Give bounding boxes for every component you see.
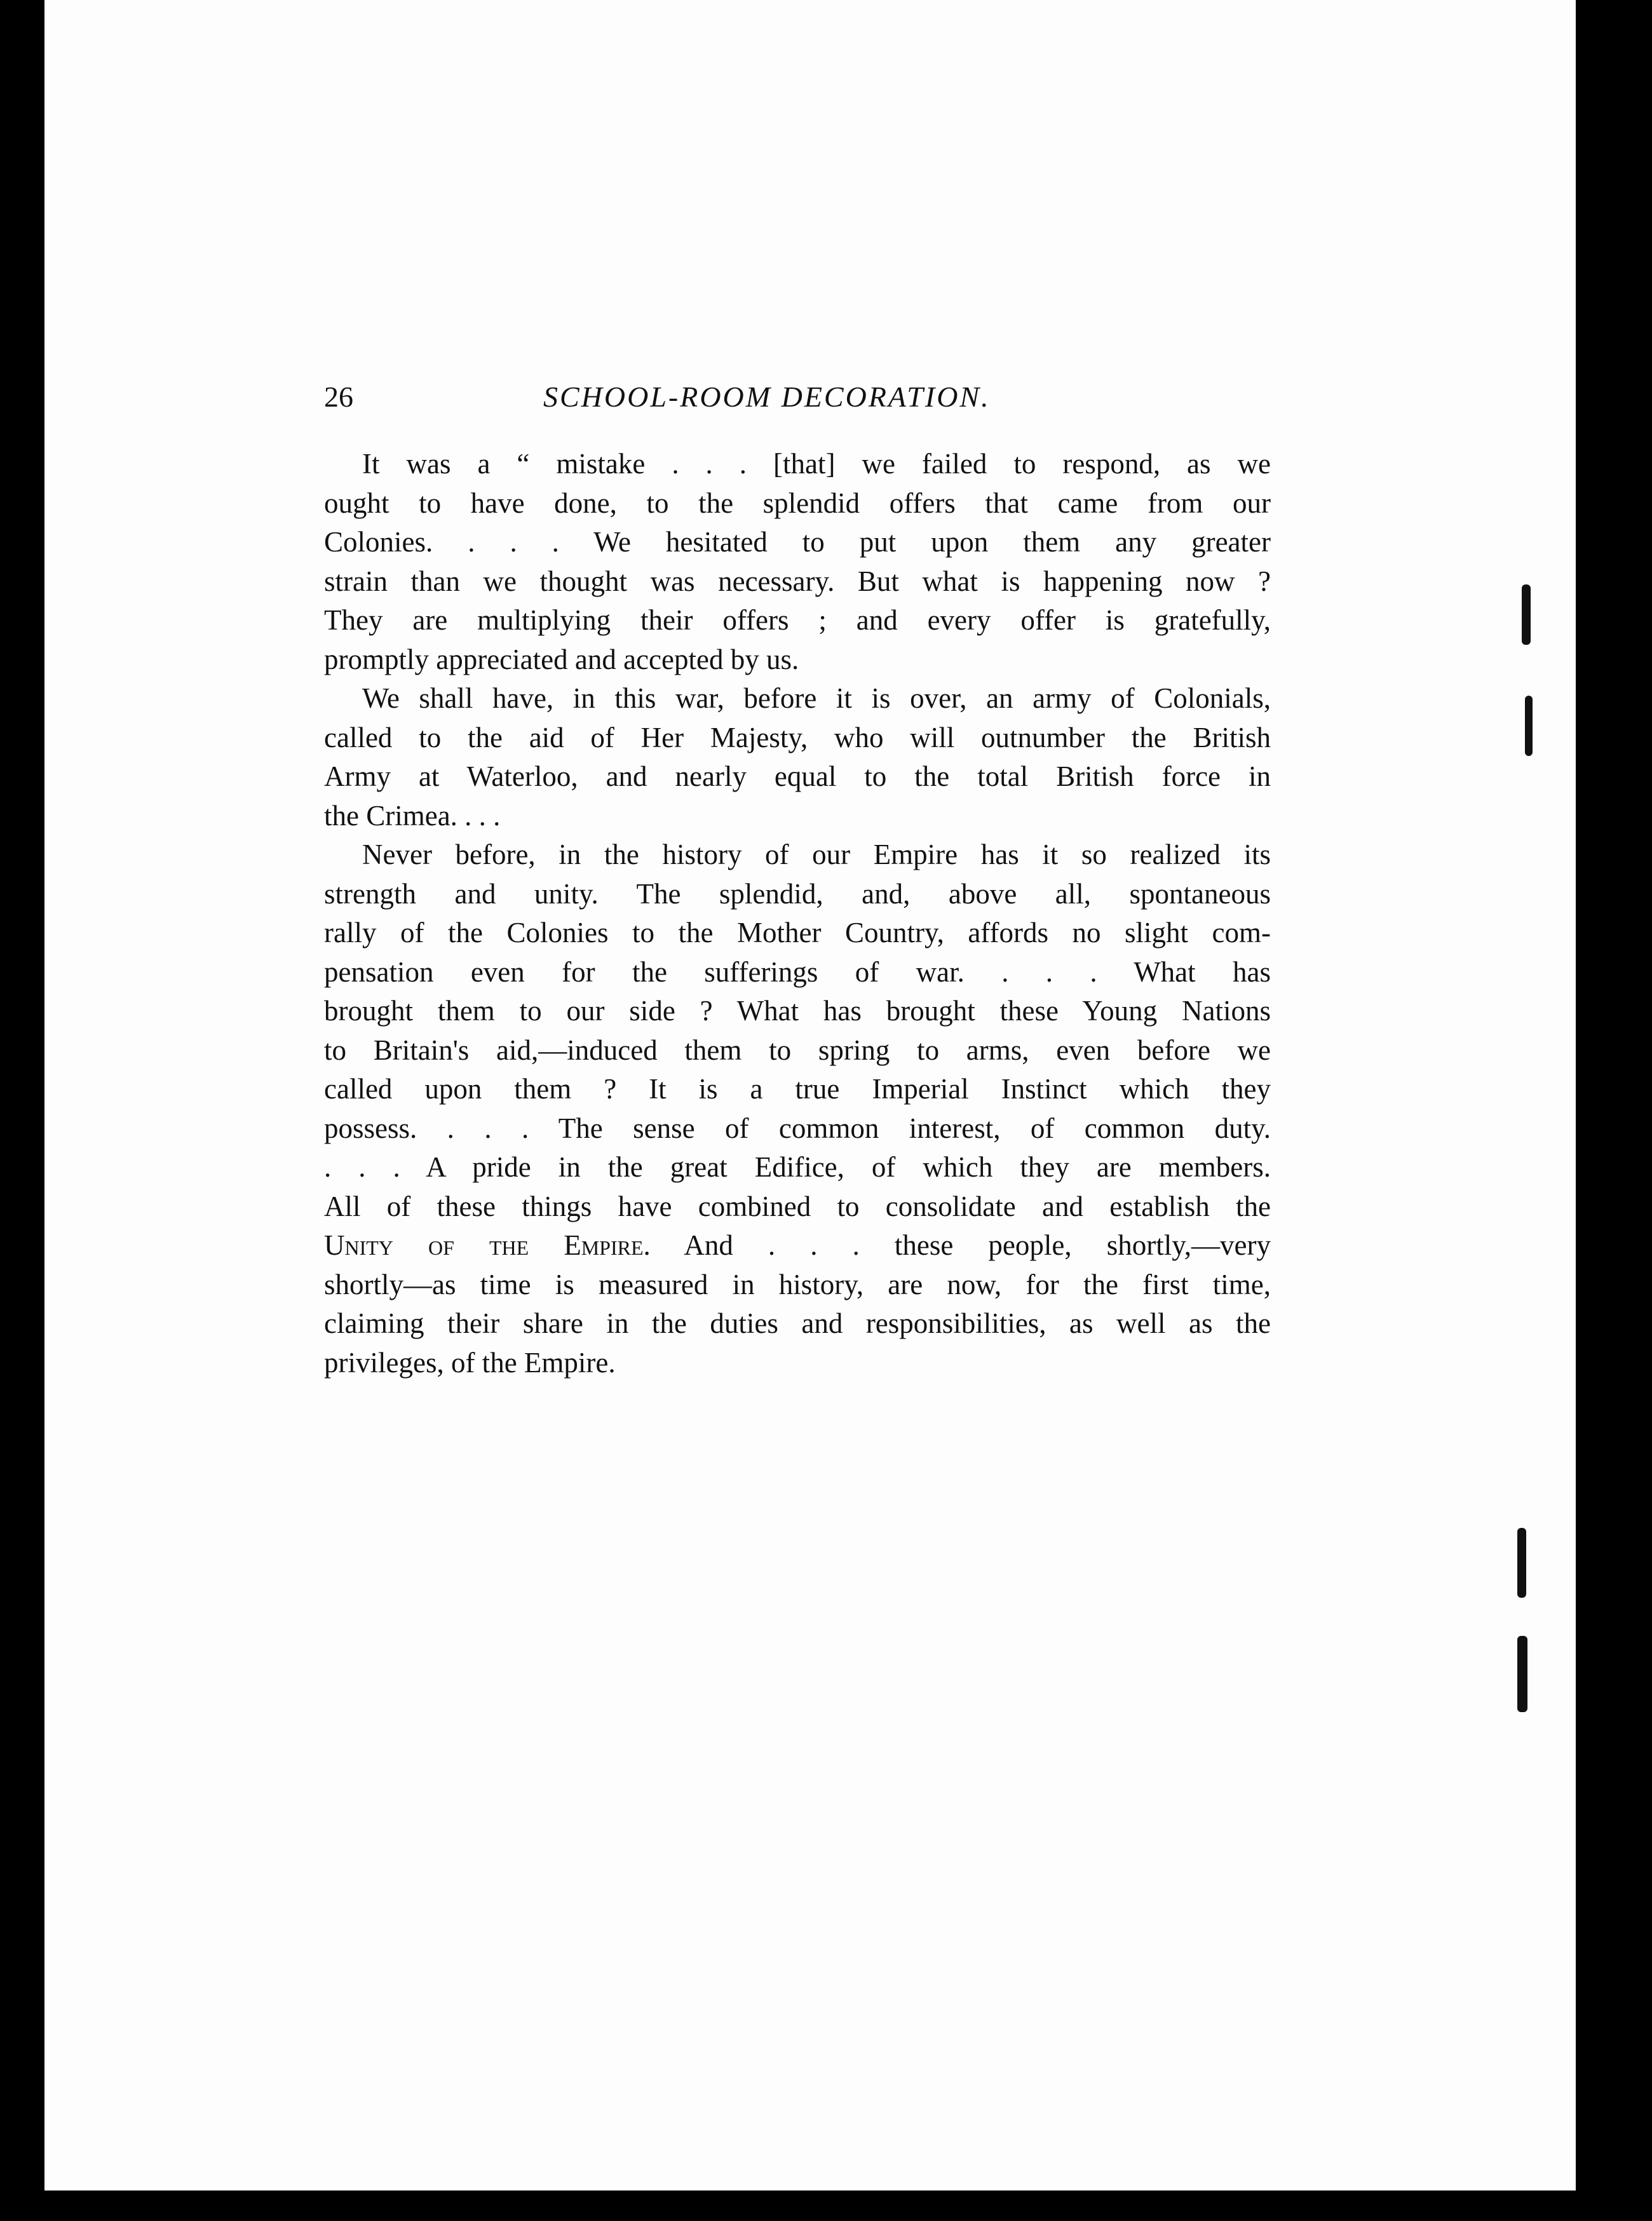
scan-mark [1517, 1528, 1526, 1598]
text-line [324, 1226, 1271, 1266]
page-number: 26 [324, 381, 353, 413]
text-line: Colonies. . . . We hesitated to put upon them any greater [324, 526, 1271, 558]
text-line: ought to have done, to the splendid offers that came from our [324, 487, 1271, 519]
scan-mark [1525, 696, 1533, 756]
text-line: Never before, in the history of our Empire has it so realized its [362, 839, 1271, 870]
text-line: rally of the Colonies to the Mother Country, affords no slight com- [324, 917, 1271, 948]
text-line: the Crimea. . . . [324, 799, 501, 832]
text-line: strength and unity. The splendid, and, above all, spontaneous [324, 877, 1271, 910]
text-line: privileges, of the Empire. [324, 1346, 616, 1379]
body-text [324, 445, 1271, 1382]
text-line: shortly—as time is measured in history, are now, for the first time, [324, 1268, 1271, 1300]
smallcaps-phrase: Unity of the Empire. [324, 1229, 651, 1261]
paragraph-3 [324, 835, 1271, 1382]
running-head: SCHOOL-ROOM DECORATION. [543, 381, 991, 413]
text-line: called to the aid of Her Majesty, who will outnumber the British [324, 721, 1271, 753]
paragraph-2 [324, 679, 1271, 835]
text-fragment: And . . . these people, shortly,—very [650, 1229, 1271, 1261]
text-line: called upon them ? It is a true Imperial Instinct which they [324, 1073, 1271, 1105]
paragraph-1 [324, 445, 1271, 679]
text-line: Army at Waterloo, and nearly equal to the total British force in [324, 760, 1271, 792]
text-line: It was a “ mistake . . . [that] we failed to respond, as we [362, 448, 1271, 480]
text-line: We shall have, in this war, before it is over, an army of Colonials, [362, 682, 1271, 714]
text-line: claiming their share in the duties and responsibilities, as well as the [324, 1307, 1271, 1339]
text-line: They are multiplying their offers ; and every offer is gratefully, [324, 604, 1271, 636]
page-header [324, 380, 1271, 424]
scan-mark [1517, 1636, 1527, 1712]
scan-mark [1522, 584, 1531, 645]
text-line: pensation even for the sufferings of war. . . . What has [324, 955, 1271, 988]
text-line: brought them to our side ? What has brought these Young Nations [324, 995, 1271, 1027]
text-line: to Britain's aid,—induced them to spring to arms, even before we [324, 1034, 1271, 1066]
text-line: strain than we thought was necessary. But what is happening now ? [324, 565, 1271, 597]
text-line: . . . A pride in the great Edifice, of which they are members. [324, 1151, 1271, 1183]
text-line: promptly appreciated and accepted by us. [324, 643, 799, 675]
text-line: All of these things have combined to consolidate and establish the [324, 1190, 1271, 1222]
text-line: possess. . . . The sense of common interest, of common duty. [324, 1112, 1271, 1144]
